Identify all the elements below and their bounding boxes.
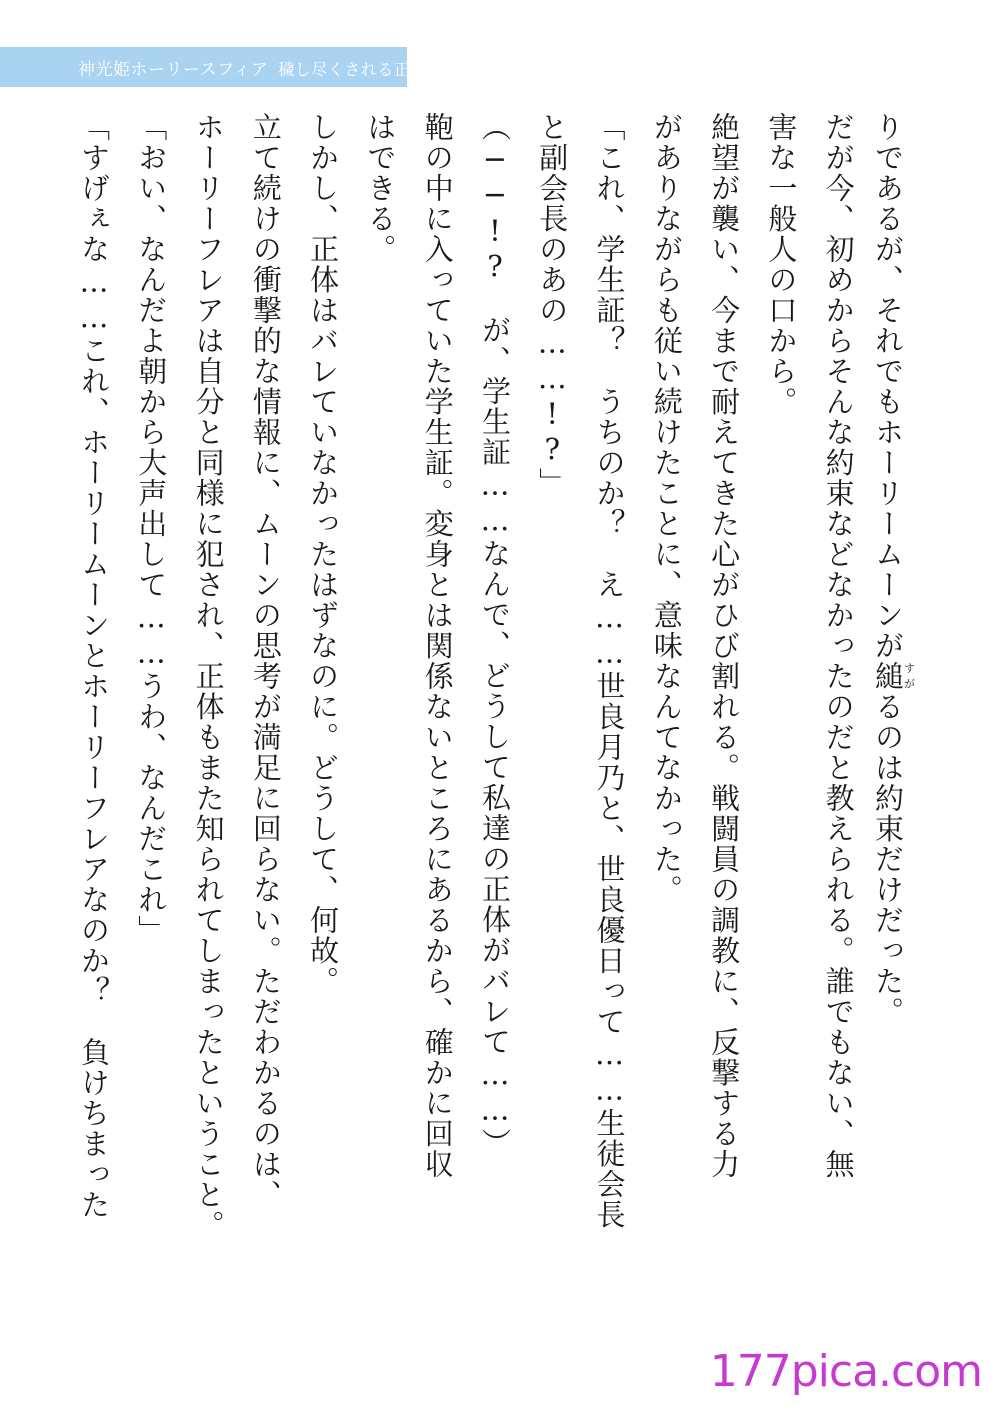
text-line: 「おい、なんだよ朝から大声出して……うわ、なんだこれ」 — [134, 112, 169, 946]
text-line: ホーリーフレアは自分と同様に犯され、正体もまた知られてしまったということ。 — [191, 112, 226, 1241]
text-line: 害な一般人の口から。 — [764, 112, 799, 417]
book-title: 神光姫ホーリースフィア — [78, 60, 269, 80]
text-line: 立て続けの衝撃的な情報に、ムーンの思考が満足に回らない。ただわかるのは、 — [248, 112, 283, 1210]
text-line: 鞄の中に入っていた学生証。変身とは関係ないところにあるから、確かに回収 — [420, 112, 455, 1180]
watermark: 177pica.com — [709, 1346, 982, 1397]
furigana-reading: すが — [902, 661, 916, 692]
text-line: りであるが、それでもホーリームーンが縋すがるのは約束だけだった。 — [870, 112, 916, 1027]
text-line: はできる。 — [363, 112, 398, 265]
furigana-ruby: 縋すが — [870, 661, 916, 692]
running-header — [78, 55, 427, 80]
book-subtitle: 穢し尽くされる正義 — [278, 60, 427, 79]
text-line: 「これ、学生証？ うちのか？ え……世良月乃と、世良優日って……生徒会長 — [592, 112, 627, 1230]
text-line: （──!? が、学生証……なんで、どうして私達の正体がバレて……） — [477, 112, 512, 1159]
text-line: と副会長のあの……!?」 — [535, 112, 570, 498]
text-line: しかし、正体はバレていなかったはずなのに。どうして、何故。 — [306, 112, 341, 997]
text-line: 「すげぇな……これ、ホーリームーンとホーリーフレアなのか？ 負けちまった — [77, 112, 111, 1220]
vertical-text-body — [75, 112, 915, 1337]
text-line: 絶望が襲い、今まで耐えてきた心がひび割れる。戦闘員の調教に、反撃する力 — [707, 112, 742, 1180]
text-line: だが今、初めからそんな約束などなかったのだと教えられる。誰でもない、無 — [821, 112, 856, 1180]
text-line: がありながらも従い続けたことに、意味なんてなかった。 — [649, 112, 684, 905]
